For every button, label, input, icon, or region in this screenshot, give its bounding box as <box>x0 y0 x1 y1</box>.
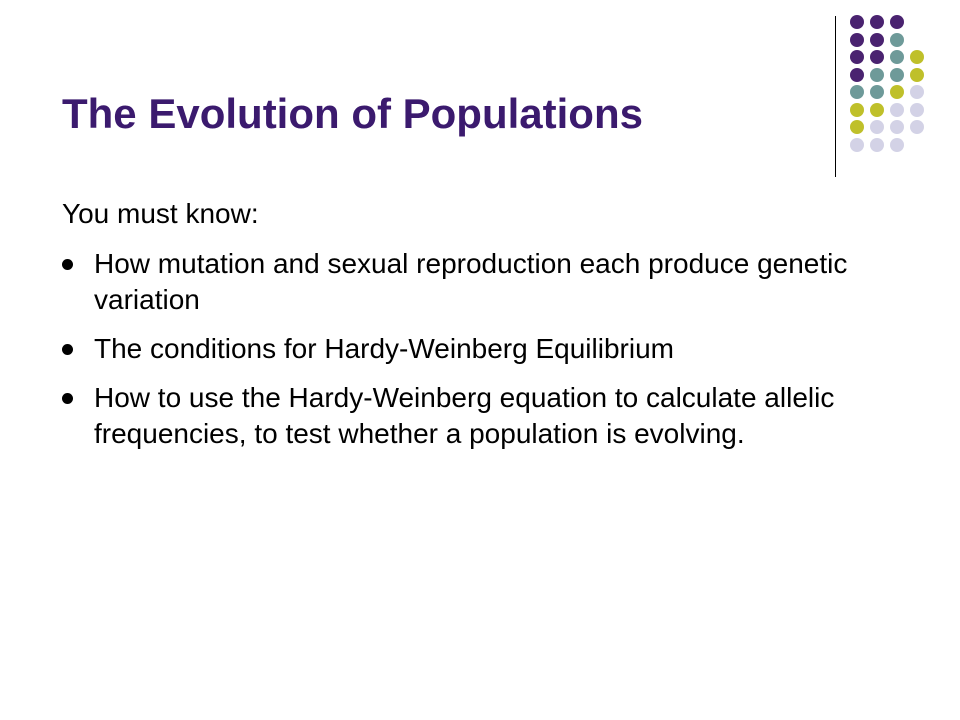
decorative-dot <box>870 15 884 29</box>
bullet-item <box>62 380 912 452</box>
bullet-text: The conditions for Hardy-Weinberg Equilibrium <box>94 333 674 364</box>
slide-title: The Evolution of Populations <box>62 90 643 137</box>
decorative-dot <box>870 33 884 47</box>
decorative-dot <box>890 50 904 64</box>
decorative-dot <box>850 68 864 82</box>
decorative-dot <box>910 85 924 99</box>
bullet-item <box>62 246 912 318</box>
decorative-dot <box>850 103 864 117</box>
decorative-dot <box>910 120 924 134</box>
bullet-icon <box>62 344 73 355</box>
decorative-dot <box>890 138 904 152</box>
bullet-item <box>62 331 912 367</box>
vertical-divider <box>835 16 836 177</box>
bullet-list <box>62 246 912 452</box>
bullet-icon <box>62 393 73 404</box>
decorative-dot <box>910 68 924 82</box>
decorative-dot <box>850 33 864 47</box>
decorative-dot <box>870 50 884 64</box>
decorative-dot <box>850 120 864 134</box>
decorative-dot <box>870 68 884 82</box>
bullet-icon <box>62 259 73 270</box>
decorative-dot <box>850 85 864 99</box>
decorative-dot <box>890 33 904 47</box>
bullet-text: How mutation and sexual reproduction each produce genetic variation <box>94 248 848 315</box>
decorative-dot <box>870 138 884 152</box>
decorative-dot <box>870 103 884 117</box>
decorative-dot <box>870 85 884 99</box>
decorative-dot <box>850 138 864 152</box>
decorative-dot <box>890 120 904 134</box>
slide-body <box>62 196 912 465</box>
decorative-dot <box>870 120 884 134</box>
decorative-dot <box>890 15 904 29</box>
decorative-dot <box>910 103 924 117</box>
decorative-dot <box>850 15 864 29</box>
decorative-dot <box>890 103 904 117</box>
decorative-dot <box>890 68 904 82</box>
decorative-dot <box>850 50 864 64</box>
intro-text: You must know: <box>62 198 259 229</box>
decorative-dot <box>910 50 924 64</box>
decorative-dot <box>890 85 904 99</box>
bullet-text: How to use the Hardy-Weinberg equation to calculate allelic frequencies, to test whether a population is evolving. <box>94 382 835 449</box>
